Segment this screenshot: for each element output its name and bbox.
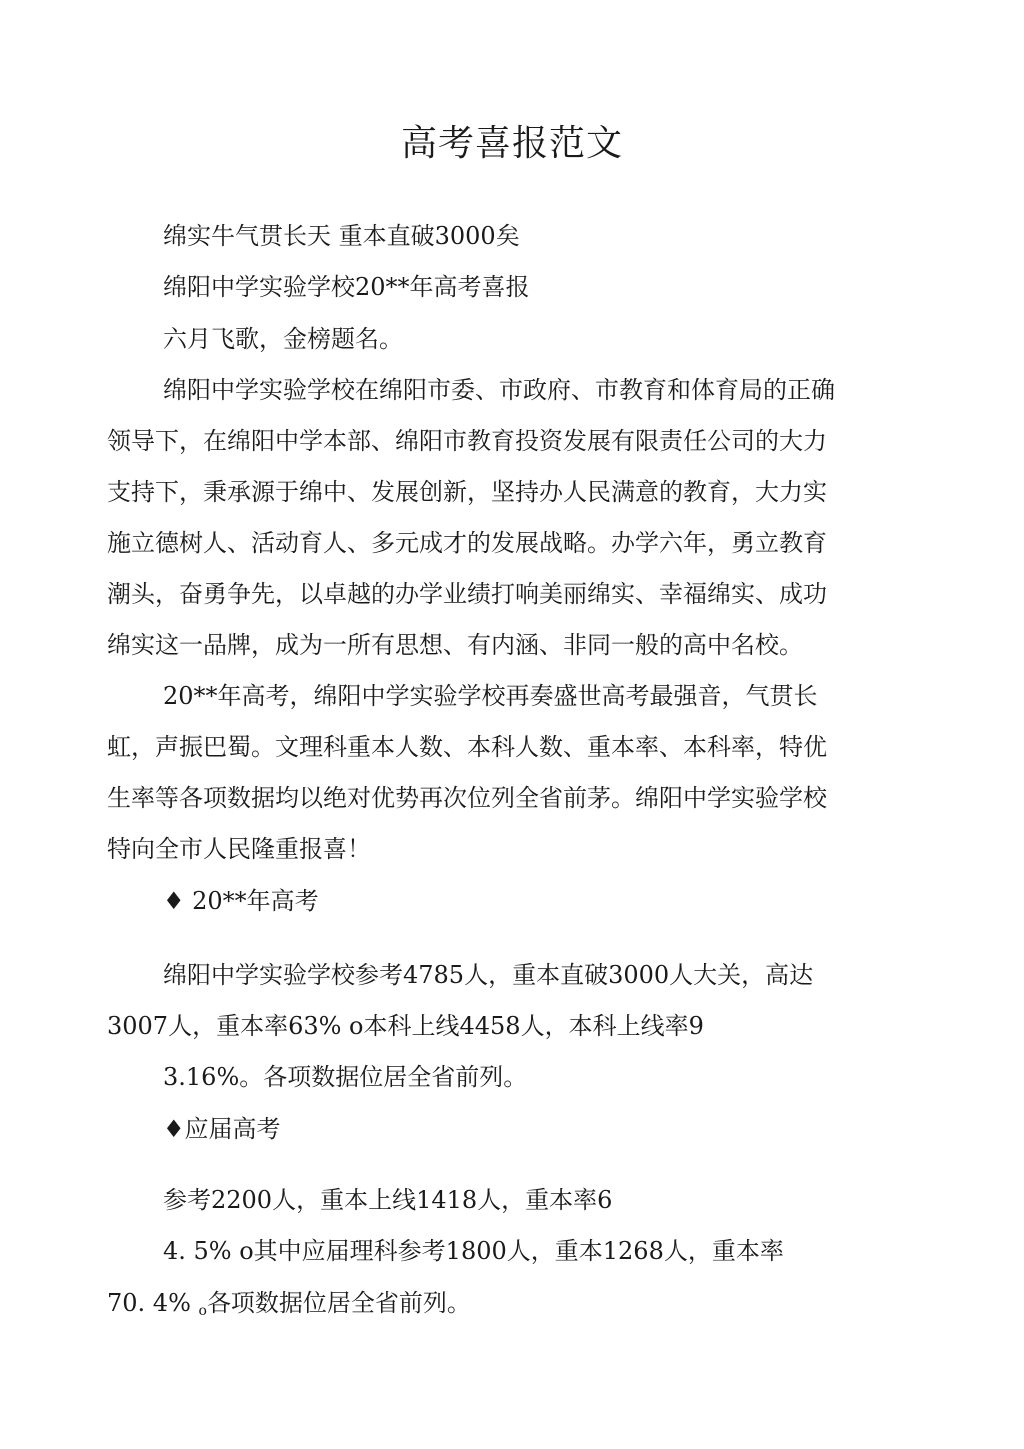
document-title: 高考喜报范文 [400,123,623,164]
paragraph-line: 参考2200人，重本上线1418人，重本率6 [163,1186,613,1214]
paragraph-line: 施立德树人、活动育人、多元成才的发展战略。办学六年，勇立教育 [107,529,827,557]
subheadline-line: 绵阳中学实验学校20**年高考喜报 [163,273,530,301]
paragraph-line: 六月飞歌，金榜题名。 [163,325,403,353]
last-line-rest: 各项数据位居全省前列。 [206,1289,471,1317]
headline-line: 绵实牛气贯长天 重本直破3000矣 [163,222,520,250]
last-line-prefix: 70. 4% [107,1289,199,1317]
paragraph-line: 3.16%。各项数据位居全省前列。 [163,1063,528,1091]
paragraph-line: 20**年高考，绵阳中学实验学校再奏盛世高考最强音，气贯长 [163,682,818,710]
paragraph-line: 生率等各项数据均以绝对优势再次位列全省前茅。绵阳中学实验学校 [107,784,827,812]
paragraph-line-last [107,1286,471,1328]
paragraph-line: 3007人，重本率63% o本科上线4458人，本科上线率9 [107,1012,704,1040]
paragraph-line: 领导下，在绵阳中学本部、绵阳市教育投资发展有限责任公司的大力 [107,427,827,455]
paragraph-line: 特向全市人民隆重报喜！ [107,835,371,863]
last-line-mark: o [198,1303,207,1319]
paragraph-line: 绵阳中学实验学校参考4785人，重本直破3000人大关，高达 [163,961,814,989]
paragraph-line: 绵阳中学实验学校在绵阳市委、市政府、市教育和体育局的正确 [163,376,835,404]
paragraph-line: 虹，声振巴蜀。文理科重本人数、本科人数、重本率、本科率，特优 [107,733,827,761]
section-heading: ♦ 20**年高考 [163,887,319,915]
paragraph-line: 潮头，奋勇争先，以卓越的办学业绩打响美丽绵实、幸福绵实、成功 [107,580,827,608]
paragraph-line: 支持下，秉承源于绵中、发展创新，坚持办人民满意的教育，大力实 [107,478,827,506]
section-heading: ♦应届高考 [163,1115,281,1143]
paragraph-line: 4. 5% o其中应届理科参考1800人，重本1268人，重本率 [163,1237,784,1265]
paragraph-line: 绵实这一品牌，成为一所有思想、有内涵、非同一般的高中名校。 [107,631,803,659]
